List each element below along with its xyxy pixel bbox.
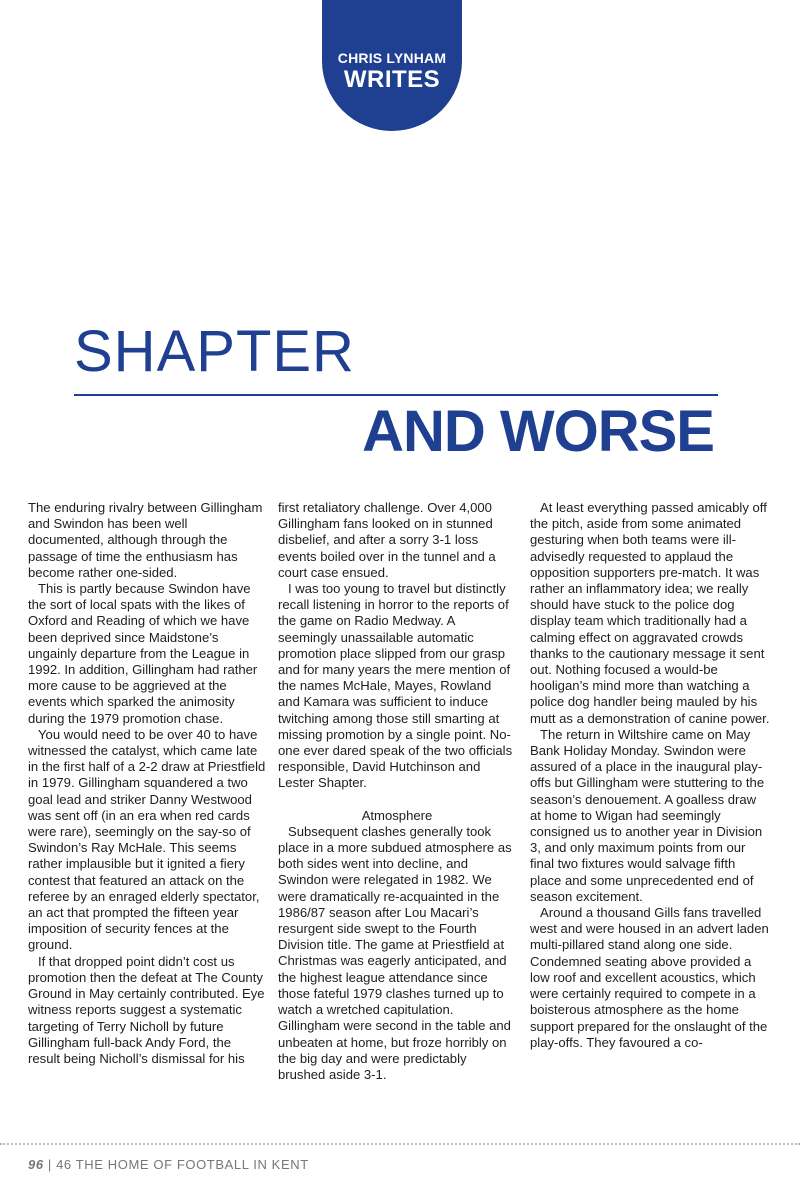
footer-divider bbox=[0, 1143, 800, 1145]
subheading: Atmosphere bbox=[361, 807, 433, 823]
article-column-1 bbox=[28, 500, 266, 1067]
paragraph: I was too young to travel but distinctly recall listening in horror to the reports of the game on Radio Medway. A seemingly unassailable automatic promotion place slipped from our grasp and for many years the mere mention of the names McHale, Mayes, Rowland and Kamara was sufficient to induce twitching among those still smarting at missing promotion by a single point. No-one ever dared speak of the two officials responsible, David Hutchinson and Lester Shapter. bbox=[278, 581, 513, 791]
page-footer bbox=[28, 1157, 309, 1172]
article-column-2 bbox=[278, 500, 516, 1083]
page-number: 46 bbox=[56, 1157, 72, 1172]
footer-separator: | bbox=[47, 1157, 52, 1172]
paragraph: If that dropped point didn’t cost us promotion then the defeat at The County Ground in May certainly contributed. Eye witness reports suggest a systematic targeting of Terry Nicholl by future Gillingham full-back Andy Ford, the result being Nicholl’s dismissal for his bbox=[28, 953, 265, 1066]
author-name: CHRIS LYNHAM bbox=[337, 50, 447, 66]
paragraph: The return in Wiltshire came on May Bank Holiday Monday. Swindon were assured of a place in the inaugural play-offs but Gillingham were stuttering to the season’s denouement. A goalless draw at home to Wigan had seemingly consigned us to another year in Division 3, and only maximum points from our final two fixtures would salvage fifth place and some unprecedented end of season excitement. bbox=[530, 726, 765, 904]
paragraph: At least everything passed amicably off the pitch, aside from some animated gesturing when both teams were ill-advisedly requested to applaud the opposition supporters pre-match. It was rather an inflammatory idea; we really should have stuck to the police dog display team which traditionally had a calming effect on aggravated crowds thanks to the cautionary message it sent out. Nothing focused a would-be hooligan’s mind more than watching a police dog handler being mauled by his mutt as a demonstration of canine power. bbox=[530, 500, 770, 726]
paragraph: The enduring rivalry between Gillingham and Swindon has been well documented, although through the passage of time the enthusiasm has become rather one-sided. bbox=[28, 500, 263, 580]
footer-title: THE HOME OF FOOTBALL IN KENT bbox=[75, 1157, 309, 1172]
writes-label: WRITES bbox=[343, 66, 441, 93]
paragraph: Around a thousand Gills fans travelled west and were housed in an advert laden multi-pillared stand along one side. Condemned seating above provided a low roof and excellent acoustics, which were certainly required to compete in a boisterous atmosphere as the home support prepared for the onslaught of the play-offs. They favoured a co- bbox=[530, 905, 769, 1050]
paragraph: This is partly because Swindon have the sort of local spats with the likes of Oxford and Reading of which we have been deprived since Maidstone’s ungainly departure from the League in 1992. In addition, Gillingham had rather more cause to be aggrieved at the events which sparked the animosity during the 1979 promotion chase. bbox=[28, 581, 258, 726]
headline-line-1: SHAPTER bbox=[74, 319, 355, 384]
paragraph: Subsequent clashes generally took place in a more subdued atmosphere as both sides went into decline, and Swindon were relegated in 1982. We were dramatically re-acquainted in the 1986/87 season after Lou Macari’s resurgent side swept to the Fourth Division title. The game at Priestfield at Christmas was eagerly anticipated, and the highest league attendance since those fateful 1979 clashes turned up to watch a wretched capitulation. Gillingham were second in the table and unbeaten at home, but froze horribly on the big day and were predictably brushed aside 3-1. bbox=[278, 823, 512, 1082]
paragraph: You would need to be over 40 to have witnessed the catalyst, which came late in the first half of a 2-2 draw at Priestfield in 1979. Gillingham squandered a two goal lead and striker Danny Westwood was sent off (in an era when red cards were rare), seemingly on the say-so of Swindon’s Ray McHale. This seems rather implausible but it ignited a fiery contest that featured an attack on the referee by an enraged elderly spectator, an act that prompted the fifteen year imposition of security fences at the ground. bbox=[28, 726, 266, 953]
author-badge bbox=[322, 0, 462, 131]
magazine-logo: 96 bbox=[28, 1157, 44, 1172]
headline-rule bbox=[74, 394, 718, 396]
paragraph: first retaliatory challenge. Over 4,000 Gillingham fans looked on in stunned disbelief, and after a sorry 3-1 loss events boiled over in the tunnel and a court case ensued. bbox=[278, 500, 496, 580]
article-column-3 bbox=[530, 500, 770, 1051]
headline-line-2: AND WORSE bbox=[362, 399, 714, 464]
